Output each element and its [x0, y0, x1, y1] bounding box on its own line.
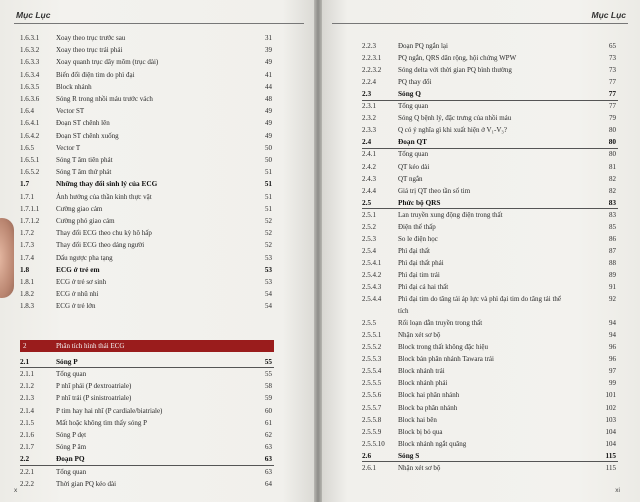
toc-entry-number: 1.7.1.2	[20, 217, 40, 225]
toc-entry-number: 2.4.1	[362, 150, 376, 159]
toc-entry-page: 104	[605, 439, 616, 448]
toc-entry-page: 63	[265, 467, 272, 476]
toc-entry-title: Block hai bên	[398, 415, 437, 424]
toc-entry-page: 51	[265, 204, 272, 213]
toc-entry-page: 92	[609, 295, 616, 304]
toc-entry-page: 59	[265, 394, 272, 403]
toc-entry	[20, 478, 274, 490]
toc-entry	[20, 69, 274, 81]
toc-entry-page: 94	[609, 331, 616, 340]
toc-entry-page: 53	[264, 264, 272, 274]
toc-entry-page: 79	[609, 114, 616, 123]
toc-entry-title: Sóng S	[398, 450, 420, 460]
right-page-header: Mục Lục	[591, 10, 626, 20]
toc-entry-title: Sóng P âm	[56, 443, 87, 452]
toc-entry-number: 2.5.4.4	[362, 295, 382, 304]
toc-entry-page: 49	[265, 58, 272, 67]
toc-entry-number: 1.6.3.3	[20, 58, 40, 67]
right-page-number: xi	[615, 487, 620, 494]
toc-entry-number: 1.7	[20, 179, 30, 189]
toc-entry	[20, 203, 274, 215]
toc-entry-title: Thay đổi ECG theo dáng người	[56, 241, 145, 250]
toc-entry-page: 54	[265, 302, 272, 311]
toc-entry	[20, 56, 274, 68]
toc-entry	[362, 173, 618, 185]
toc-entry-title: Block nhánh phải	[398, 379, 448, 388]
toc-entry-title: ECG ở nhũ nhi	[56, 290, 99, 299]
toc-entry-title: Sóng P dẹt	[56, 431, 87, 439]
toc-entry-number: 1.6.5	[20, 143, 34, 152]
toc-entry-page: 83	[608, 197, 616, 207]
toc-entry-title: Phì đại tim trái	[398, 270, 440, 279]
toc-entry-page: 31	[265, 34, 272, 42]
toc-entry-number: 2.5.1	[362, 210, 376, 219]
toc-entry-number: 2.4	[362, 137, 372, 147]
toc-entry	[362, 76, 618, 88]
toc-entry-number: 2.5.5.10	[362, 439, 385, 448]
toc-entry-number: 1.7.3	[20, 241, 34, 250]
toc-entry-page: 49	[265, 107, 272, 116]
toc-entry-number: 2.2.3.1	[362, 54, 382, 63]
toc-entry-page: 48	[265, 95, 272, 103]
toc-entry	[362, 161, 618, 173]
toc-entry-title: QT kéo dài	[398, 162, 430, 171]
toc-entry-number: 2.5.5.1	[362, 331, 382, 340]
toc-entry-page: 62	[265, 431, 272, 439]
toc-entry	[362, 64, 618, 76]
toc-entry	[362, 269, 618, 281]
toc-entry	[362, 341, 618, 353]
toc-entry-number: 2.5.3	[362, 234, 376, 243]
toc-entry	[20, 130, 274, 142]
toc-entry-title: Phân tích hình thái ECG	[56, 341, 125, 350]
toc-entry	[20, 191, 274, 203]
toc-entry	[20, 105, 274, 117]
toc-entry	[20, 239, 274, 251]
toc-entry-page: 80	[608, 137, 616, 147]
toc-entry-number: 1.7.4	[20, 253, 34, 262]
book-spine	[314, 0, 322, 502]
toc-entry-number: 2.2.3.2	[362, 66, 382, 75]
toc-entry-page: 83	[609, 210, 616, 219]
toc-entry-page: 51	[265, 168, 272, 177]
toc-entry-number: 2.3.2	[362, 114, 376, 123]
toc-entry-title: Ảnh hưởng của thần kinh thực vật	[56, 192, 152, 201]
toc-entry-title: PQ ngắn, QRS dãn rộng, hội chứng WPW	[398, 54, 517, 63]
toc-entry-page: 55	[265, 370, 272, 378]
toc-entry-number: 2.5.2	[362, 222, 376, 231]
toc-section-heading	[362, 450, 618, 462]
toc-entry-number: 1.7.1.1	[20, 204, 40, 213]
toc-entry-title: Đoạn ST chênh lên	[56, 119, 110, 128]
toc-entry-number: 1.7.1	[20, 192, 34, 201]
toc-entry-page: 49	[265, 119, 272, 128]
toc-entry-number: 2.5	[362, 197, 372, 207]
toc-entry-page: 60	[265, 406, 272, 415]
toc-entry-page: 89	[609, 270, 616, 279]
toc-entry-title: Sóng T âm tiên phát	[56, 156, 113, 164]
toc-entry-page: 64	[265, 479, 272, 488]
toc-entry-title: Dấu ngược pha tạng	[56, 253, 113, 262]
toc-entry-title: ECG ở trẻ sơ sinh	[56, 278, 107, 286]
toc-entry-number: 1.6.3.6	[20, 95, 40, 103]
toc-entry-title: Vector ST	[56, 107, 85, 116]
toc-entry-page: 102	[605, 403, 616, 412]
toc-entry-title: Giá trị QT theo tần số tim	[398, 186, 471, 195]
toc-entry	[362, 209, 618, 221]
toc-entry-page: 44	[265, 82, 272, 91]
toc-entry-title: Đoạn PQ	[56, 454, 85, 464]
toc-entry-number: 2.5.4.2	[362, 270, 382, 279]
toc-entry	[362, 317, 618, 329]
toc-entry-number: 1.6.4.2	[20, 131, 40, 140]
toc-entry-page: 39	[265, 46, 272, 55]
toc-entry-number: 2.5.5.8	[362, 415, 382, 424]
toc-entry	[20, 117, 274, 129]
toc-entry-page: 82	[609, 186, 616, 195]
toc-entry-title: QT ngắn	[398, 174, 423, 183]
toc-entry-title: Biến đổi điện tim do phì đại	[56, 70, 135, 79]
toc-entry	[20, 288, 274, 300]
toc-entry-title: Nhận xét sơ bộ	[398, 331, 441, 340]
toc-entry-title: Phức bộ QRS	[398, 197, 441, 207]
toc-entry-number: 2.2.2	[20, 479, 34, 488]
toc-entry-number: 1.8.1	[20, 278, 34, 286]
toc-entry	[362, 40, 618, 52]
toc-entry-title: ECG ở trẻ lớn	[56, 302, 96, 311]
toc-entry	[20, 276, 274, 288]
toc-entry-page: 77	[609, 78, 616, 87]
toc-entry	[362, 124, 618, 136]
right-header-rule	[332, 23, 628, 24]
toc-entry	[20, 252, 274, 264]
toc-entry-title: Tổng quan	[398, 102, 429, 111]
toc-entry-title: Block bản phân nhánh Tawara trái	[398, 355, 494, 364]
toc-entry-page: 50	[265, 156, 272, 164]
toc-entry-number: 1.6.5.2	[20, 168, 40, 177]
toc-entry-page: 63	[265, 443, 272, 452]
toc-entry-number: 2.1.3	[20, 394, 34, 403]
left-header-rule	[14, 23, 304, 24]
toc-entry-page: 80	[609, 150, 616, 159]
toc-entry	[20, 142, 274, 154]
toc-entry-title: Block trong thất không đặc hiệu	[398, 343, 489, 352]
toc-entry-page: 101	[605, 391, 616, 400]
toc-entry-page: 94	[609, 319, 616, 328]
toc-entry-title: Block nhánh trái	[398, 367, 445, 376]
toc-entry	[362, 414, 618, 426]
toc-entry-page: 91	[609, 283, 616, 291]
toc-entry-title: Block nhánh	[56, 82, 92, 91]
toc-entry-title: Xoay theo trục trước sau	[56, 34, 126, 42]
toc-entry-title: Xoay quanh trục dây mõm (trục dài)	[56, 58, 159, 67]
toc-section-heading	[20, 264, 274, 276]
toc-entry-number: 1.6.4	[20, 107, 34, 116]
toc-entry-title: PQ thay đổi	[398, 78, 432, 87]
toc-entry-page: 82	[609, 174, 616, 183]
toc-entry-title: P tim hay hai nhĩ (P cardiale/biatriale)	[56, 406, 163, 415]
toc-entry-title: Block bị bỏ qua	[398, 427, 443, 436]
toc-entry-title: Phì đại thất phải	[398, 258, 444, 267]
toc-entry-number: 1.6.5.1	[20, 156, 40, 164]
toc-entry-page: 54	[265, 290, 272, 299]
toc-entry-title: Sóng R trong nhồi máu trước vách	[56, 95, 153, 103]
toc-entry-title: Xoay theo trục trái phải	[56, 46, 123, 55]
toc-entry-title: Thời gian PQ kéo dài	[56, 479, 117, 488]
toc-entry-page: 73	[609, 66, 616, 75]
toc-entry-title: Cường phó giao cảm	[56, 217, 115, 225]
toc-entry	[20, 380, 274, 392]
toc-entry-page: 81	[609, 162, 616, 171]
chapter-heading	[20, 340, 274, 352]
toc-entry-number: 1.7.2	[20, 229, 34, 238]
toc-entry-number: 2	[23, 341, 27, 350]
toc-entry-page: 97	[609, 367, 616, 376]
toc-entry-number: 1.8	[20, 264, 30, 274]
toc-entry	[20, 166, 274, 178]
toc-entry	[362, 293, 618, 305]
toc-entry-title: Block hai phân nhánh	[398, 391, 460, 400]
toc-entry	[362, 112, 618, 124]
toc-entry-number: 2.3.3	[362, 126, 376, 135]
toc-section-heading	[20, 356, 274, 368]
toc-entry	[20, 392, 274, 404]
toc-entry	[20, 429, 274, 441]
toc-entry-page: 87	[609, 246, 616, 255]
toc-entry-page: 65	[609, 42, 616, 50]
toc-entry-number: 2.5.5.6	[362, 391, 382, 400]
toc-entry	[362, 305, 618, 317]
toc-entry-number: 2.5.4	[362, 246, 376, 255]
toc-entry-page: 88	[609, 258, 616, 267]
toc-entry	[362, 402, 618, 414]
toc-entry	[20, 81, 274, 93]
toc-entry-title: Lan truyền xung động điện trong thất	[398, 210, 503, 219]
toc-entry-number: 2.5.5.4	[362, 367, 382, 376]
thumb-photo-artifact	[0, 218, 14, 298]
toc-entry-number: 2.5.4.1	[362, 258, 382, 267]
toc-entry-number: 2.1.7	[20, 443, 34, 452]
toc-entry-page: 50	[265, 143, 272, 152]
toc-entry-title: ECG ở trẻ em	[56, 264, 100, 274]
toc-entry-title: P nhĩ trái (P sinistroatriale)	[56, 394, 132, 403]
toc-entry-number: 2.1	[20, 356, 30, 366]
toc-entry	[362, 389, 618, 401]
toc-entry-page: 51	[264, 179, 272, 189]
toc-section-heading	[362, 197, 618, 209]
toc-entry-number: 2.4.4	[362, 186, 376, 195]
toc-entry-number: 2.4.2	[362, 162, 376, 171]
toc-entry-page: 58	[265, 382, 272, 391]
toc-entry-number: 2.2.1	[20, 467, 34, 476]
toc-entry	[20, 300, 274, 312]
toc-entry-number: 2.5.5.5	[362, 379, 382, 388]
toc-entry-page: 53	[265, 253, 272, 262]
toc-entry-number: 2.5.5.9	[362, 427, 382, 436]
toc-entry-page: 52	[265, 217, 272, 225]
toc-entry-page: 49	[265, 131, 272, 140]
toc-entry-number: 2.4.3	[362, 174, 376, 183]
toc-entry-number: 2.5.5.2	[362, 343, 382, 352]
toc-entry-title: Thay đổi ECG theo chu kỳ hô hấp	[56, 229, 152, 238]
toc-entry-title: Block ba phân nhánh	[398, 403, 458, 412]
toc-entry-page: 115	[605, 463, 616, 472]
toc-entry-title: Q có ý nghĩa gì khi xuất hiện ở V₁-V₃?	[398, 126, 507, 135]
toc-entry-title: Vector T	[56, 143, 81, 152]
toc-entry-page: 63	[264, 454, 272, 464]
toc-entry-number: 2.3.1	[362, 102, 376, 111]
toc-entry-page: 51	[265, 192, 272, 201]
toc-entry	[20, 405, 274, 417]
toc-entry	[362, 100, 618, 112]
toc-entry-page: 61	[265, 418, 272, 427]
toc-entry-page: 77	[608, 89, 616, 99]
toc-entry-title: Sóng T âm thứ phát	[56, 168, 112, 177]
toc-entry	[362, 353, 618, 365]
toc-entry-page: 52	[265, 241, 272, 250]
toc-entry-page: 52	[265, 229, 272, 238]
toc-entry-title: Cường giao cảm	[56, 204, 103, 213]
toc-entry	[20, 93, 274, 105]
toc-entry-title: Điện thế thấp	[398, 222, 436, 231]
toc-section-heading	[20, 178, 274, 190]
toc-entry-title: Rối loạn dẫn truyền trong thất	[398, 319, 483, 328]
toc-entry-number: 2.5.5.7	[362, 403, 382, 412]
toc-entry-number: 2.1.5	[20, 418, 34, 427]
toc-entry	[362, 52, 618, 64]
toc-entry-title: Sóng Q	[398, 89, 421, 99]
toc-entry	[20, 368, 274, 380]
toc-entry	[20, 215, 274, 227]
toc-entry-title: Phì đại tim do tăng tải áp lực và phì đại tim do tăng tải thể	[398, 295, 562, 304]
toc-entry-title: Tổng quan	[56, 467, 87, 476]
toc-entry-page: 96	[609, 355, 616, 364]
toc-entry-number: 2.6	[362, 450, 372, 460]
toc-entry-title: So le điện học	[398, 234, 438, 243]
toc-section-heading	[362, 136, 618, 148]
toc-entry-number: 1.6.3.4	[20, 70, 40, 79]
toc-entry-page: 115	[605, 450, 616, 460]
toc-entry-page: 99	[609, 379, 616, 388]
toc-entry-title: Sóng P	[56, 356, 78, 366]
toc-entry-title: Đoạn ST chênh xuống	[56, 131, 119, 140]
toc-entry-page: 85	[609, 222, 616, 231]
toc-entry-title: Phì đại thất	[398, 246, 430, 255]
toc-entry-number: 2.2.3	[362, 42, 376, 50]
toc-entry-number: 2.2.4	[362, 78, 376, 87]
toc-entry	[20, 417, 274, 429]
toc-entry	[362, 221, 618, 233]
toc-entry	[20, 441, 274, 453]
toc-entry-title: Sóng Q bệnh lý, đặc trưng của nhồi máu	[398, 114, 512, 123]
toc-entry	[362, 185, 618, 197]
toc-entry	[20, 227, 274, 239]
toc-entry-page: 86	[609, 234, 616, 243]
toc-entry	[20, 466, 274, 478]
toc-entry	[362, 257, 618, 269]
toc-entry	[362, 365, 618, 377]
toc-entry-title: Block nhánh ngắt quãng	[398, 439, 467, 448]
toc-entry-number: 1.8.2	[20, 290, 34, 299]
toc-entry-number: 1.6.3.2	[20, 46, 40, 55]
toc-entry-page: 77	[609, 102, 616, 111]
toc-entry	[362, 148, 618, 160]
toc-entry-title: Tổng quan	[398, 150, 429, 159]
toc-entry-page: 53	[265, 278, 272, 286]
toc-section-heading	[362, 88, 618, 100]
toc-entry-page: 73	[609, 54, 616, 63]
toc-entry-number: 2.5.5	[362, 319, 376, 328]
toc-entry	[20, 32, 274, 44]
toc-entry-number: 1.6.3.5	[20, 82, 40, 91]
toc-entry-number: 2.1.2	[20, 382, 34, 391]
toc-entry-title: Tổng quan	[56, 370, 87, 378]
toc-entry-title: Mất hoặc không tìm thấy sóng P	[56, 418, 147, 427]
toc-entry-number: 2.1.6	[20, 431, 34, 439]
toc-entry-title: P nhĩ phải (P dextroatriale)	[56, 382, 132, 391]
toc-entry	[20, 44, 274, 56]
left-page-number: x	[14, 487, 18, 494]
toc-entry-number: 2.3	[362, 89, 372, 99]
toc-entry-page: 41	[265, 70, 272, 79]
toc-entry-title: Những thay đổi sinh lý của ECG	[56, 179, 158, 189]
toc-entry-page: 80	[609, 126, 616, 135]
left-page-header: Mục Lục	[16, 10, 51, 20]
toc-entry	[362, 377, 618, 389]
toc-entry-number: 1.6.4.1	[20, 119, 40, 128]
toc-entry	[362, 426, 618, 438]
toc-entry-title: Đoạn PQ ngắn lại	[398, 42, 448, 50]
toc-entry-title: Sóng delta với thời gian PQ bình thường	[398, 66, 512, 75]
toc-section-heading	[20, 453, 274, 465]
toc-entry-number: 1.6.3.1	[20, 34, 40, 42]
left-page	[0, 0, 314, 502]
toc-entry-number: 2.6.1	[362, 463, 376, 472]
toc-entry-page: 104	[605, 427, 616, 436]
right-page	[322, 0, 640, 502]
toc-entry	[362, 438, 618, 450]
toc-entry	[20, 154, 274, 166]
toc-entry-number: 2.1.4	[20, 406, 34, 415]
toc-entry-page: 55	[264, 356, 272, 366]
toc-entry-page: 103	[605, 415, 616, 424]
toc-entry-number: 2.5.4.3	[362, 283, 382, 291]
toc-entry-page: 96	[609, 343, 616, 352]
toc-entry-title: Đoạn QT	[398, 137, 427, 147]
toc-entry	[362, 233, 618, 245]
toc-entry-number: 2.5.5.3	[362, 355, 382, 364]
toc-entry	[362, 462, 618, 474]
toc-entry-title: Nhận xét sơ bộ	[398, 463, 441, 472]
toc-entry	[362, 281, 618, 293]
toc-entry-title: tích	[398, 307, 409, 316]
toc-entry	[362, 245, 618, 257]
toc-entry-number: 2.2	[20, 454, 30, 464]
toc-entry	[362, 329, 618, 341]
toc-entry-number: 1.8.3	[20, 302, 34, 311]
toc-entry-number: 2.1.1	[20, 370, 34, 378]
toc-entry-title: Phì đại cả hai thất	[398, 283, 449, 291]
